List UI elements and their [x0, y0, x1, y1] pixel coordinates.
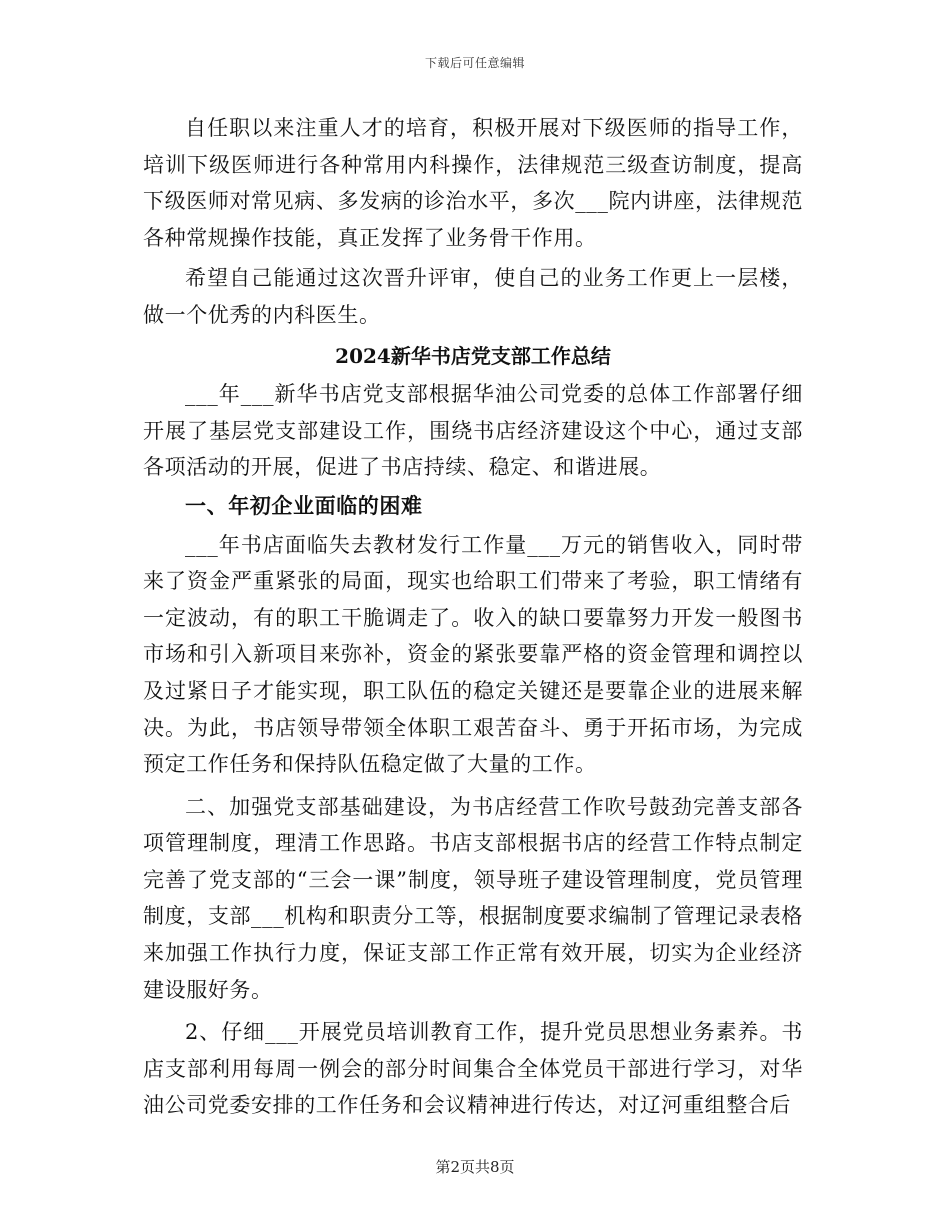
document-body — [143, 110, 803, 1124]
paragraph-hope: 希望自己能通过这次晋升评审，使自己的业务工作更上一层楼，做一个优秀的内科医生。 — [143, 266, 803, 327]
paragraph-intro: ___年___新华书店党支部根据华油公司党委的总体工作部署仔细开展了基层党支部建设工作，围绕书店经济建设这个中心，通过支部各项活动的开展，促进了书店持续、稳定、和谐进展。 — [143, 382, 803, 480]
header-note: 下载后可任意编辑 — [424, 56, 525, 70]
article-title: 2024新华书店党支部工作总结 — [335, 343, 611, 368]
paragraph-difficulties: ___年书店面临失去教材发行工作量___万元的销售收入，同时带来了资金严重紧张的局面，现实也给职工们带来了考验，职工情绪有一定波动，有的职工干脆调走了。收入的缺口要靠努力开发一般图书市场和引入新项目来弥补，资金的紧张要靠严格的资金管理和调控以及过紧日子才能实现，职工队伍的稳定关键还是要靠企业的进展来解决。为此，书店领导带领全体职工艰苦奋斗、勇于开拓市场，为完成预定工作任务和保持队伍稳定做了大量的工作。 — [143, 532, 803, 777]
page-number: 第2页共8页 — [435, 1158, 515, 1176]
paragraph-training: 自任职以来注重人才的培育，积极开展对下级医师的指导工作，培训下级医师进行各种常用内科操作，法律规范三级查访制度，提高下级医师对常见病、多发病的诊治水平，多次___院内讲座，法律规范各种常规操作技能，真正发挥了业务骨干作用。 — [143, 116, 803, 250]
section-heading-difficulties: 一、年初企业面临的困难 — [185, 492, 423, 518]
paragraph-party-building: 二、加强党支部基础建设，为书店经营工作吹号鼓劲完善支部各项管理制度，理清工作思路。书店支部根据书店的经营工作特点制定完善了党支部的“三会一课”制度，领导班子建设管理制度，党员管理制度，支部___机构和职责分工等，根据制度要求编制了管理记录表格来加强工作执行力度，保证支部工作正常有效开展，切实为企业经济建设服好务。 — [143, 794, 803, 1002]
paragraph-training-education: 2、仔细___开展党员培训教育工作，提升党员思想业务素养。书店支部利用每周一例会的部分时间集合全体党员干部进行学习，对华油公司党委安排的工作任务和会议精神进行传达，对辽河重组整合后 — [143, 1020, 803, 1118]
